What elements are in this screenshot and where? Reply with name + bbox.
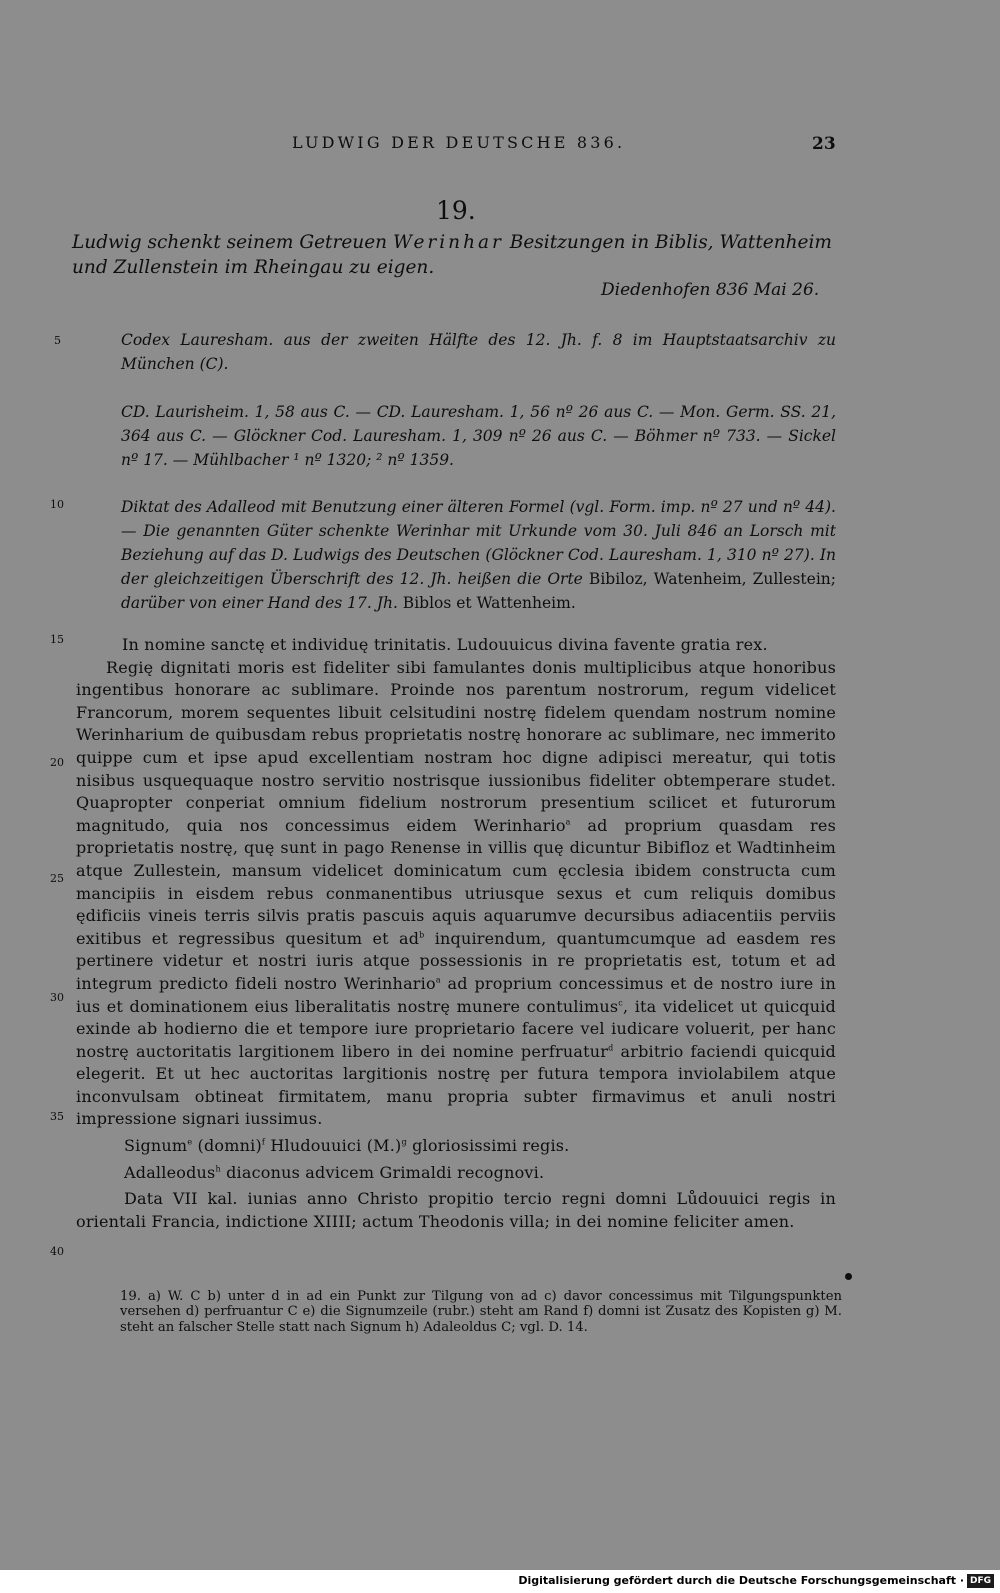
page-number: 23 bbox=[812, 134, 836, 154]
commentary-place-names: Bibiloz, Watenheim, Zullestein; bbox=[582, 570, 836, 588]
footnote-marker: h bbox=[215, 1164, 221, 1174]
text-span: ad proprium concessimus et de nostro iure in ius et dominationem eius liberalitatis nostrę munere contulimus bbox=[76, 973, 836, 1016]
text-span: arbitrio faciendi quicquid elegerit. Et ut hec auctoritas largitionis nostrę per futura tempora inviolabilem atque inconvulsam obtineat firmitatem, manu propria subter firmavimus et anuli nostri impressione signari iussimus. bbox=[76, 1041, 836, 1129]
invocation: In nomine sanctę et individuę trinitatis. Ludouuicus divina favente gratia rex. bbox=[122, 635, 768, 654]
text-span: (domni) bbox=[192, 1136, 262, 1156]
line-number: 30 bbox=[50, 991, 64, 1004]
footnote-marker: g bbox=[401, 1137, 407, 1147]
regest bbox=[72, 230, 842, 280]
regest-text: Ludwig schenkt seinem Getreuen bbox=[72, 232, 393, 253]
commentary-text-2: darüber von einer Hand des 17. Jh. bbox=[121, 594, 398, 612]
footnote-marker: c bbox=[618, 998, 623, 1008]
signum-line bbox=[76, 1135, 836, 1158]
charter-text bbox=[76, 634, 836, 1233]
commentary-note bbox=[121, 495, 836, 615]
footnote-marker: d bbox=[608, 1043, 614, 1053]
text-span: Adalleodus bbox=[124, 1162, 216, 1182]
document-number: 19. bbox=[436, 196, 476, 225]
dating-clause: Data VII kal. iunias anno Christo propitio tercio regni domni Lůdouuici regis in orientali Francia, indictione XIIII; actum Theodonis villa; in dei nomine feliciter amen. bbox=[76, 1189, 836, 1231]
running-title: LUDWIG DER DEUTSCHE 836. bbox=[292, 133, 626, 152]
footnote-marker: a bbox=[435, 975, 441, 985]
text-span: ad proprium quasdam res proprietatis nostrę, quę sunt in pago Renense in villis quę dicuntur Bibifloz et Wadtinheim atque Zullestein, mansum videlicet dominicatum cum ęcclesia ibidem constructa cum mancipiis in eisdem rebus conmanentibus utriusque sexus et cum reliquis domibus ędificiis vineis terris silvis pratis pascuis aquis aquarumve decursibus adiacentiis perviis exitibus et regressibus quesitum et ad bbox=[76, 815, 836, 948]
text-span: inquirendum, quantumcumque ad easdem res pertinere videtur et nostri iuris atque possessionis in re proprietatis est, totum et ad integrum predicto fideli nostro Werinhario bbox=[76, 928, 836, 993]
text-span: Regię dignitati moris est fideliter sibi famulantes donis multiplicibus atque honoribus ingentibus honorare ac sublimare. Proinde nos parentum nostrorum, regum videlicet Francorum, morem sequentes libuit celsitudini nostrę fidelem quendam nostrum nomine Werinharium de quibusdam rebus proprietatis nostrę honorare ac sublimare, nec immerito quippe cum et ipse apud excellentiam nostram hoc digne adipisci mereatur, qui totis nisibus usquequaque nostro servitio nostrisque iussionibus fideliter obtemperare studet. Quapropter conperiat omnium fidelium nostrorum presentium scilicet et futurorum magnitudo, quia nos concessimus eidem Werinhario bbox=[76, 657, 836, 835]
main-text bbox=[76, 657, 836, 1131]
footnote-marker: e bbox=[187, 1137, 193, 1147]
text-span: gloriosissimi regis. bbox=[406, 1136, 570, 1156]
text-span: , ita videlicet ut quicquid exinde ab hodierno die et tempore iure proprietario facere vel iudicare voluerit, per hanc nostrę auctoritatis largitionem libero in dei nomine perfruatur bbox=[76, 996, 836, 1061]
footnote-marker: f bbox=[261, 1137, 266, 1147]
footnote-marker: b bbox=[419, 930, 425, 940]
editions-note: CD. Laurisheim. 1, 58 aus C. — CD. Lauresham. 1, 56 nº 26 aus C. — Mon. Germ. SS. 21, 364 aus C. — Glöckner Cod. Lauresham. 1, 309 nº 26 aus C. — Böhmer nº 733. — Sickel nº 17. — Mühlbacher ¹ nº 1320; ² nº 1359. bbox=[121, 403, 836, 469]
line-number: 10 bbox=[50, 498, 64, 511]
line-number: 25 bbox=[50, 872, 64, 885]
text-span: Signum bbox=[124, 1136, 188, 1156]
commentary-text: Diktat des Adalleod mit Benutzung einer älteren Formel (vgl. Form. imp. nº 27 und nº 44). — Die genannten Güter schenkte Werinhar mit Urkunde vom 30. Juli 846 an Lorsch mit Beziehung auf das D. Ludwigs des Deutschen (Glöckner Cod. Lauresham. 1, 310 nº 27). In der gleichzeitigen Überschrift des 12. Jh. heißen die Orte bbox=[121, 498, 836, 588]
commentary-place-names-2: Biblos et Wattenheim. bbox=[397, 594, 576, 612]
line-number: 20 bbox=[50, 756, 64, 769]
line-number: 5 bbox=[54, 334, 61, 347]
text-span: Hludouuici (M.) bbox=[265, 1136, 402, 1156]
dfg-logo: DFG bbox=[967, 1574, 994, 1588]
line-number: 15 bbox=[50, 633, 64, 646]
footer-credit: Digitalisierung gefördert durch die Deutsche Forschungsgemeinschaft · bbox=[518, 1574, 964, 1587]
line-number: 35 bbox=[50, 1110, 64, 1123]
regest-name: Werinhar bbox=[392, 232, 504, 253]
line-number: 40 bbox=[50, 1245, 64, 1258]
print-mark bbox=[845, 1273, 852, 1280]
recognition-line bbox=[76, 1162, 836, 1185]
place-date: Diedenhofen 836 Mai 26. bbox=[601, 280, 820, 300]
footnotes: 19. a) W. C b) unter d in ad ein Punkt zur Tilgung von ad c) davor concessimus mit Tilgungspunkten versehen d) perfruantur C e) die Signumzeile (rubr.) steht am Rand f) domni ist Zusatz des Kopisten g) M. steht an falscher Stelle statt nach Signum h) Adaleoldus C; vgl. D. 14. bbox=[120, 1289, 842, 1335]
footnote-marker: a bbox=[565, 817, 571, 827]
regest-text-end: Besitzungen in Biblis, Wattenheim und Zullenstein im Rheingau zu eigen. bbox=[72, 232, 832, 278]
source-note: Codex Lauresham. aus der zweiten Hälfte des 12. Jh. f. 8 im Hauptstaatsarchiv zu München (C). bbox=[121, 331, 836, 373]
text-span: diaconus advicem Grimaldi recognovi. bbox=[220, 1162, 545, 1182]
